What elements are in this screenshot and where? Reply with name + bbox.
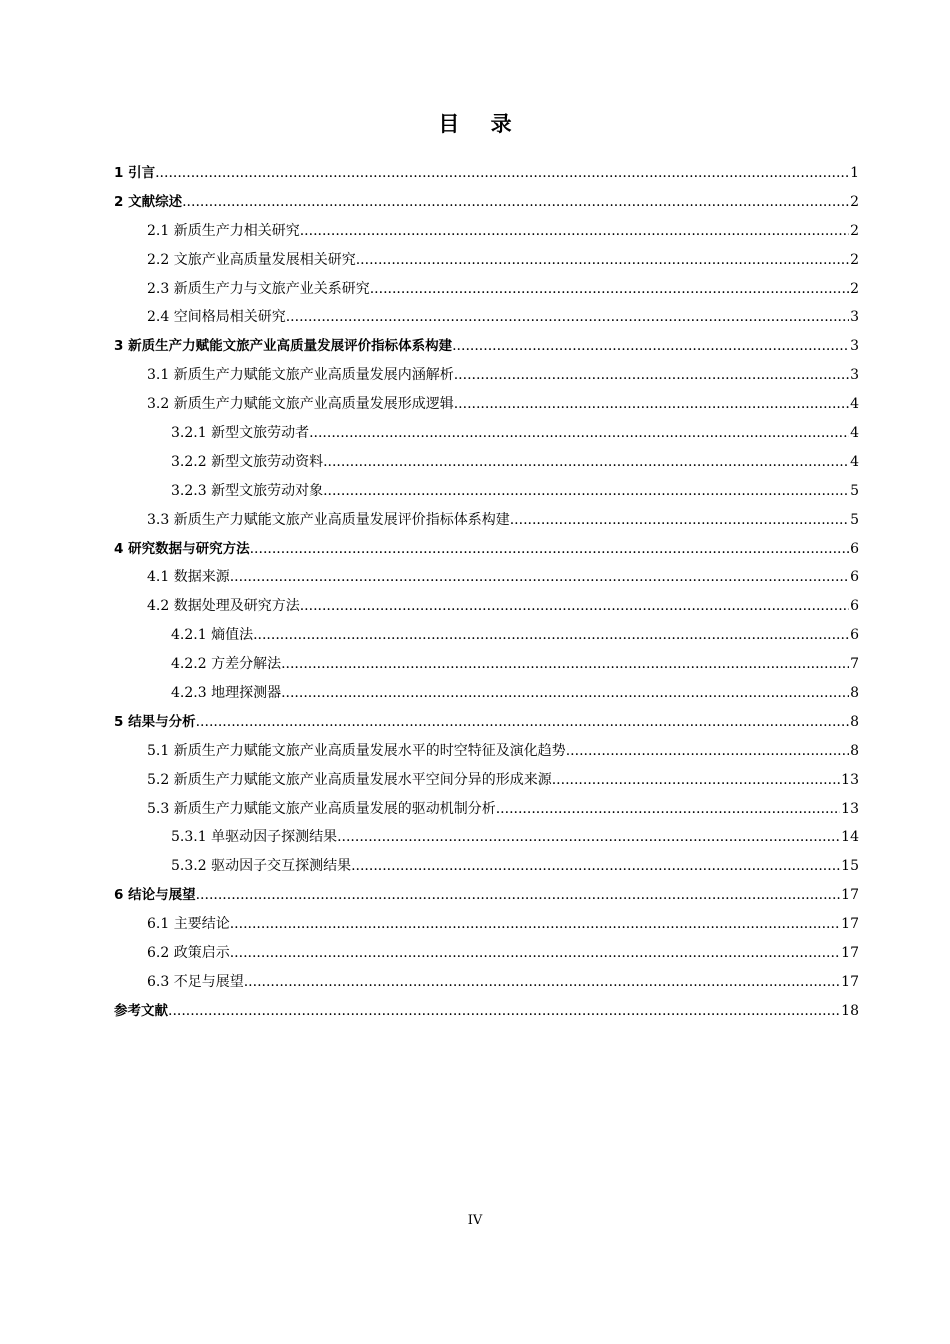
toc-entry-page-number: 5 — [850, 482, 859, 499]
toc-entry-label: 3 新质生产力赋能文旅产业高质量发展评价指标体系构建 — [114, 338, 453, 355]
toc-entry-page-number: 2 — [850, 251, 859, 268]
toc-entry-page-number: 8 — [850, 713, 859, 730]
toc-dot-leader — [230, 939, 840, 968]
toc-dot-leader — [281, 679, 849, 708]
toc-entry-page-number: 4 — [850, 425, 859, 441]
toc-entry-label: 4.2.3 地理探测器 — [171, 685, 282, 702]
toc-entry[interactable] — [114, 448, 859, 477]
toc-dot-leader — [496, 795, 840, 824]
toc-entry-label: 2.3 新质生产力与文旅产业关系研究 — [147, 280, 370, 297]
toc-dot-leader — [244, 968, 840, 997]
toc-entry-page-number: 13 — [841, 800, 859, 817]
toc-dot-leader — [454, 390, 849, 419]
toc-dot-leader — [356, 246, 849, 275]
toc-entry-page-number: 1 — [850, 164, 859, 181]
toc-entry-label: 3.1 新质生产力赋能文旅产业高质量发展内涵解析 — [147, 367, 454, 384]
toc-entry-page-number: 3 — [850, 338, 859, 355]
toc-entry-label: 6 结论与展望 — [114, 887, 196, 904]
toc-entry-page-number: 3 — [850, 367, 859, 384]
toc-entry[interactable] — [114, 303, 859, 332]
toc-entry[interactable] — [114, 419, 859, 448]
toc-dot-leader — [230, 563, 849, 592]
toc-entry-page-number: 17 — [841, 887, 859, 904]
toc-entry[interactable] — [114, 968, 859, 997]
toc-entry-page-number: 14 — [841, 829, 859, 846]
toc-dot-leader — [253, 621, 849, 650]
toc-dot-leader — [300, 592, 849, 621]
toc-entry-label: 2.4 空间格局相关研究 — [147, 309, 286, 326]
toc-entry-page-number: 8 — [850, 685, 859, 702]
toc-entry-label: 2.1 新质生产力相关研究 — [147, 222, 300, 239]
toc-entry-label: 5.2 新质生产力赋能文旅产业高质量发展水平空间分异的形成来源 — [147, 771, 552, 788]
toc-entry[interactable] — [114, 506, 859, 535]
toc-entry-page-number: 2 — [850, 222, 859, 239]
toc-entry[interactable] — [114, 217, 859, 246]
toc-entry-label: 5.3 新质生产力赋能文旅产业高质量发展的驱动机制分析 — [147, 800, 496, 817]
toc-entry-page-number: 4 — [850, 396, 859, 413]
toc-entry-page-number: 6 — [850, 540, 859, 557]
toc-entry[interactable] — [114, 621, 859, 650]
toc-entry-page-number: 4 — [850, 453, 859, 470]
toc-entry-label: 4.2.2 方差分解法 — [171, 656, 282, 673]
toc-entry[interactable] — [114, 997, 859, 1026]
toc-entry-page-number: 2 — [850, 280, 859, 297]
toc-entry[interactable] — [114, 881, 859, 910]
toc-entry-page-number: 3 — [850, 309, 859, 326]
toc-entry[interactable] — [114, 823, 859, 852]
toc-dot-leader — [452, 332, 849, 361]
toc-entry[interactable] — [114, 852, 859, 881]
toc-entry-page-number: 15 — [841, 858, 859, 875]
toc-entry-label: 3.2.1 新型文旅劳动者 — [171, 425, 310, 441]
toc-entry[interactable] — [114, 535, 859, 564]
toc-entry[interactable] — [114, 708, 859, 737]
toc-entry-label: 1 引言 — [114, 164, 156, 181]
toc-title: 目 录 — [438, 112, 524, 136]
toc-entry[interactable] — [114, 332, 859, 361]
toc-entry-label: 5.3.2 驱动因子交互探测结果 — [171, 858, 352, 875]
toc-entry-label: 2 文献综述 — [114, 193, 183, 210]
toc-entry-label: 6.1 主要结论 — [147, 916, 230, 933]
toc-dot-leader — [309, 419, 849, 448]
toc-entry[interactable] — [114, 910, 859, 939]
toc-entry-page-number: 6 — [850, 627, 859, 644]
toc-entry-page-number: 18 — [841, 1002, 859, 1019]
toc-entry[interactable] — [114, 650, 859, 679]
toc-dot-leader — [510, 506, 849, 535]
toc-dot-leader — [351, 852, 840, 881]
toc-entry[interactable] — [114, 477, 859, 506]
toc-entry-page-number: 7 — [850, 656, 859, 673]
toc-entry-page-number: 2 — [850, 193, 859, 210]
toc-entry[interactable] — [114, 159, 859, 188]
toc-entry-page-number: 17 — [841, 916, 859, 933]
toc-dot-leader — [323, 448, 849, 477]
toc-entry-label: 4.1 数据来源 — [147, 569, 230, 586]
toc-dot-leader — [300, 217, 849, 246]
toc-dot-leader — [566, 737, 849, 766]
toc-entry[interactable] — [114, 766, 859, 795]
toc-entry-label: 5.3.1 单驱动因子探测结果 — [171, 829, 338, 846]
toc-entry-page-number: 13 — [841, 771, 859, 788]
toc-entry-label: 4.2 数据处理及研究方法 — [147, 598, 300, 615]
toc-entry[interactable] — [114, 188, 859, 217]
toc-entry-label: 6.3 不足与展望 — [147, 973, 244, 990]
toc-entry-page-number: 17 — [841, 945, 859, 962]
toc-entry-page-number: 17 — [841, 973, 859, 990]
toc-dot-leader — [337, 823, 840, 852]
toc-entry-label: 6.2 政策启示 — [147, 945, 230, 962]
toc-dot-leader — [155, 159, 849, 188]
toc-dot-leader — [281, 650, 849, 679]
toc-entry-label: 4 研究数据与研究方法 — [114, 540, 250, 557]
toc-entry[interactable] — [114, 939, 859, 968]
toc-entry[interactable] — [114, 795, 859, 824]
toc-dot-leader — [552, 766, 840, 795]
toc-entry[interactable] — [114, 275, 859, 304]
toc-entry-label: 3.2.2 新型文旅劳动资料 — [171, 453, 324, 470]
page-number-footer: IV — [467, 1213, 483, 1228]
toc-entry-label: 3.2 新质生产力赋能文旅产业高质量发展形成逻辑 — [147, 396, 454, 413]
toc-entry-page-number: 6 — [850, 569, 859, 586]
toc-dot-leader — [230, 910, 840, 939]
toc-entry-label: 参考文献 — [114, 1002, 168, 1019]
toc-entry[interactable] — [114, 390, 859, 419]
table-of-contents — [114, 159, 859, 1026]
toc-entry[interactable] — [114, 592, 859, 621]
toc-entry-label: 2.2 文旅产业高质量发展相关研究 — [147, 251, 356, 268]
toc-entry-label: 4.2.1 熵值法 — [171, 627, 254, 644]
toc-dot-leader — [182, 188, 849, 217]
toc-entry-label: 3.3 新质生产力赋能文旅产业高质量发展评价指标体系构建 — [147, 511, 510, 528]
toc-dot-leader — [196, 881, 841, 910]
toc-entry[interactable] — [114, 563, 859, 592]
toc-dot-leader — [168, 997, 840, 1026]
toc-dot-leader — [196, 708, 849, 737]
toc-entry-page-number: 6 — [850, 598, 859, 615]
toc-dot-leader — [323, 477, 849, 506]
toc-entry-label: 5 结果与分析 — [114, 713, 196, 730]
toc-entry-label: 3.2.3 新型文旅劳动对象 — [171, 482, 324, 499]
toc-entry[interactable] — [114, 679, 859, 708]
toc-entry[interactable] — [114, 246, 859, 275]
toc-dot-leader — [370, 275, 849, 304]
toc-entry[interactable] — [114, 361, 859, 390]
toc-entry[interactable] — [114, 737, 859, 766]
toc-dot-leader — [454, 361, 849, 390]
toc-entry-label: 5.1 新质生产力赋能文旅产业高质量发展水平的时空特征及演化趋势 — [147, 742, 566, 759]
toc-dot-leader — [286, 303, 849, 332]
toc-entry-page-number: 5 — [850, 511, 859, 528]
toc-dot-leader — [250, 535, 849, 564]
toc-entry-page-number: 8 — [850, 742, 859, 759]
